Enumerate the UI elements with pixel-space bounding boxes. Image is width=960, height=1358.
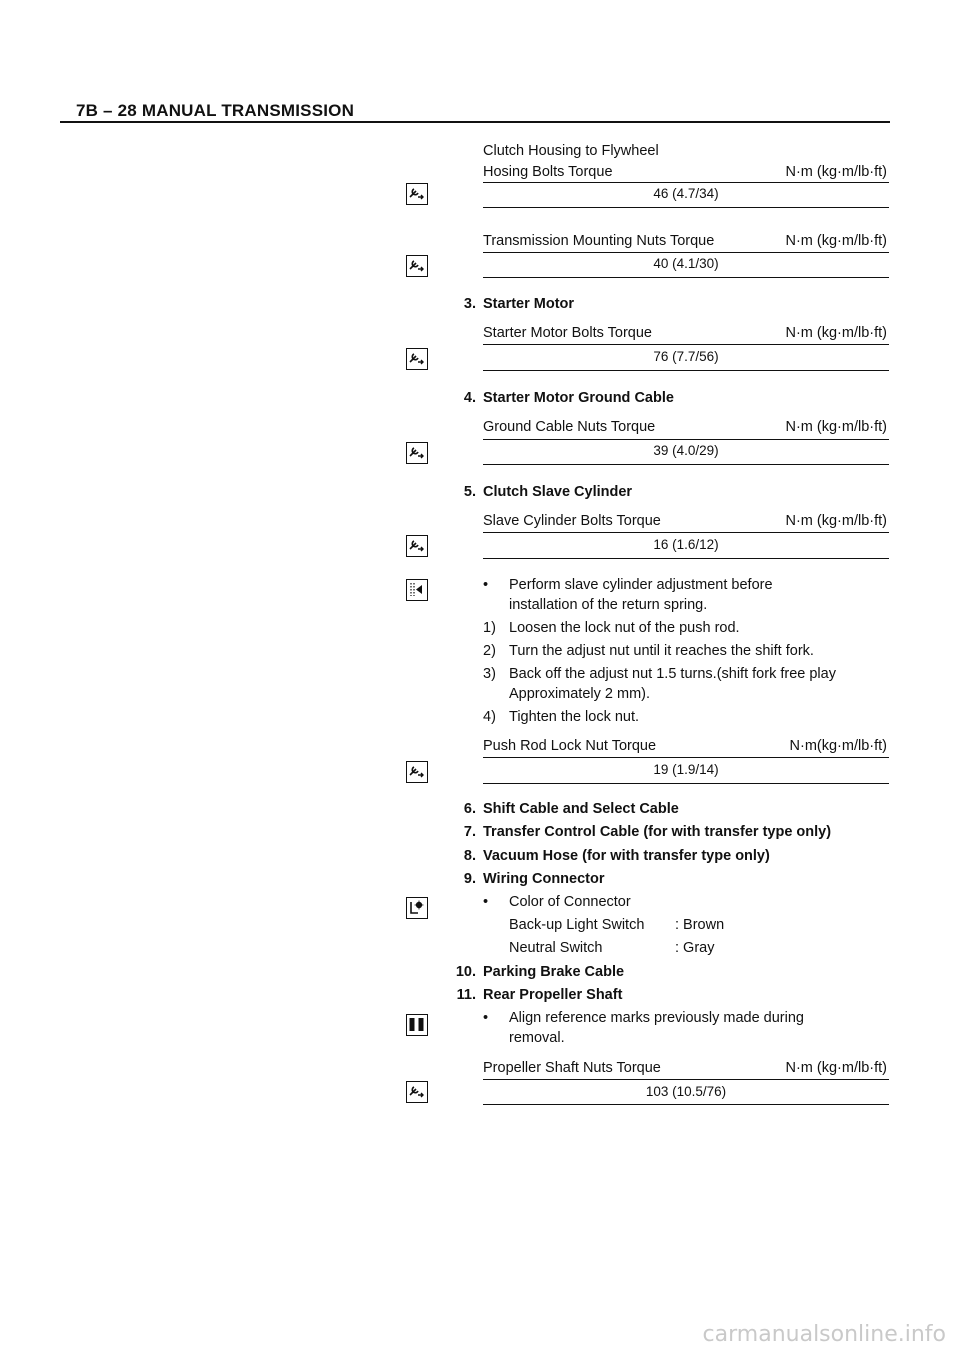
spec-mounting-nuts-unit: N·m (kg·m/lb·ft) xyxy=(785,233,887,249)
substep-text-cont: Approximately 2 mm). xyxy=(509,686,651,702)
propeller-note-line1: Align reference marks previously made during xyxy=(509,1010,804,1026)
propeller-note-line2: removal. xyxy=(509,1030,565,1046)
spec-propeller-nuts-label: Propeller Shaft Nuts Torque xyxy=(483,1060,661,1076)
torque-wrench-icon xyxy=(406,535,428,557)
spec-ground-cable-label: Ground Cable Nuts Torque xyxy=(483,419,656,435)
spec-bottom-rule xyxy=(483,277,889,278)
spec-top-rule xyxy=(483,182,889,183)
spec-bottom-rule xyxy=(483,1104,889,1105)
connector-row-color: : Gray xyxy=(675,940,715,956)
adjust-note-line1: Perform slave cylinder adjustment before xyxy=(509,577,773,593)
spec-propeller-nuts-value: 103 (10.5/76) xyxy=(645,1084,727,1099)
substep-text: Back off the adjust nut 1.5 turns.(shift fork free play xyxy=(509,666,836,682)
bullet-dot: • xyxy=(483,1010,489,1026)
step-number: 3. xyxy=(463,296,476,312)
spec-slave-bolts-label: Slave Cylinder Bolts Torque xyxy=(483,513,661,529)
step-number: 9. xyxy=(463,871,476,887)
step-number: 5. xyxy=(463,484,476,500)
adjust-icon xyxy=(406,579,428,601)
spec-bottom-rule xyxy=(483,370,889,371)
spec-bottom-rule xyxy=(483,783,889,784)
spec-mounting-nuts-label: Transmission Mounting Nuts Torque xyxy=(483,233,715,249)
connector-row-name: Back-up Light Switch xyxy=(509,917,645,933)
connector-row-name: Neutral Switch xyxy=(509,940,603,956)
step-number: 4. xyxy=(463,390,476,406)
page-header: 7B – 28 MANUAL TRANSMISSION xyxy=(76,101,355,120)
spec-bottom-rule xyxy=(483,207,889,208)
substep-number: 4) xyxy=(483,709,496,725)
spec-clutch-housing-line2: Hosing Bolts Torque xyxy=(483,164,613,180)
spec-push-rod-label: Push Rod Lock Nut Torque xyxy=(483,738,657,754)
spec-top-rule xyxy=(483,1079,889,1080)
spec-mounting-nuts-value: 40 (4.1/30) xyxy=(653,256,719,271)
bullet-dot: • xyxy=(483,894,489,910)
substep-number: 3) xyxy=(483,666,496,682)
header-rule xyxy=(60,121,890,123)
connector-check-icon xyxy=(406,897,428,919)
spec-starter-bolts-label: Starter Motor Bolts Torque xyxy=(483,325,652,341)
spec-slave-bolts-value: 16 (1.6/12) xyxy=(653,537,719,552)
site-watermark[interactable]: carmanualsonline.info xyxy=(702,1322,946,1347)
spec-starter-bolts-value: 76 (7.7/56) xyxy=(653,349,719,364)
torque-wrench-icon xyxy=(406,442,428,464)
torque-wrench-icon xyxy=(406,1081,428,1103)
step-title-propeller-shaft: Rear Propeller Shaft xyxy=(483,987,623,1003)
spec-push-rod-unit: N·m(kg·m/lb·ft) xyxy=(789,738,887,754)
spec-top-rule xyxy=(483,439,889,440)
step-number: 8. xyxy=(463,848,476,864)
substep-number: 1) xyxy=(483,620,496,636)
step-title-slave-cylinder: Clutch Slave Cylinder xyxy=(483,484,633,500)
spec-bottom-rule xyxy=(483,558,889,559)
spec-ground-cable-value: 39 (4.0/29) xyxy=(653,443,719,458)
spec-clutch-housing-unit: N·m (kg·m/lb·ft) xyxy=(785,164,887,180)
spec-slave-bolts-unit: N·m (kg·m/lb·ft) xyxy=(785,513,887,529)
spec-propeller-nuts-unit: N·m (kg·m/lb·ft) xyxy=(785,1060,887,1076)
spec-clutch-housing-line1: Clutch Housing to Flywheel xyxy=(483,143,659,159)
substep-text: Loosen the lock nut of the push rod. xyxy=(509,620,740,636)
step-title-transfer-cable: Transfer Control Cable (for with transfer type only) xyxy=(483,824,832,840)
spec-ground-cable-unit: N·m (kg·m/lb·ft) xyxy=(785,419,887,435)
step-title-wiring-connector: Wiring Connector xyxy=(483,871,605,887)
torque-wrench-icon xyxy=(406,183,428,205)
spec-clutch-housing-value: 46 (4.7/34) xyxy=(653,186,719,201)
spec-starter-bolts-unit: N·m (kg·m/lb·ft) xyxy=(785,325,887,341)
step-number: 6. xyxy=(463,801,476,817)
step-number: 10. xyxy=(455,964,476,980)
spec-top-rule xyxy=(483,252,889,253)
torque-wrench-icon xyxy=(406,348,428,370)
bullet-dot: • xyxy=(483,577,489,593)
spec-top-rule xyxy=(483,757,889,758)
connector-color-heading: Color of Connector xyxy=(509,894,631,910)
adjust-note-line2: installation of the return spring. xyxy=(509,597,708,613)
alignment-mark-icon xyxy=(406,1014,428,1036)
step-number: 7. xyxy=(463,824,476,840)
step-title-shift-cable: Shift Cable and Select Cable xyxy=(483,801,679,817)
substep-text: Tighten the lock nut. xyxy=(509,709,640,725)
torque-wrench-icon xyxy=(406,761,428,783)
step-number: 11. xyxy=(456,987,476,1003)
spec-top-rule xyxy=(483,532,889,533)
substep-text: Turn the adjust nut until it reaches the shift fork. xyxy=(509,643,814,659)
spec-push-rod-value: 19 (1.9/14) xyxy=(653,762,719,777)
step-title-ground-cable: Starter Motor Ground Cable xyxy=(483,390,674,406)
step-title-vacuum-hose: Vacuum Hose (for with transfer type only) xyxy=(483,848,770,864)
step-title-parking-brake: Parking Brake Cable xyxy=(483,964,625,980)
step-title-starter-motor: Starter Motor xyxy=(483,296,575,312)
spec-top-rule xyxy=(483,344,889,345)
torque-wrench-icon xyxy=(406,255,428,277)
spec-bottom-rule xyxy=(483,464,889,465)
connector-row-color: : Brown xyxy=(675,917,725,933)
substep-number: 2) xyxy=(483,643,496,659)
